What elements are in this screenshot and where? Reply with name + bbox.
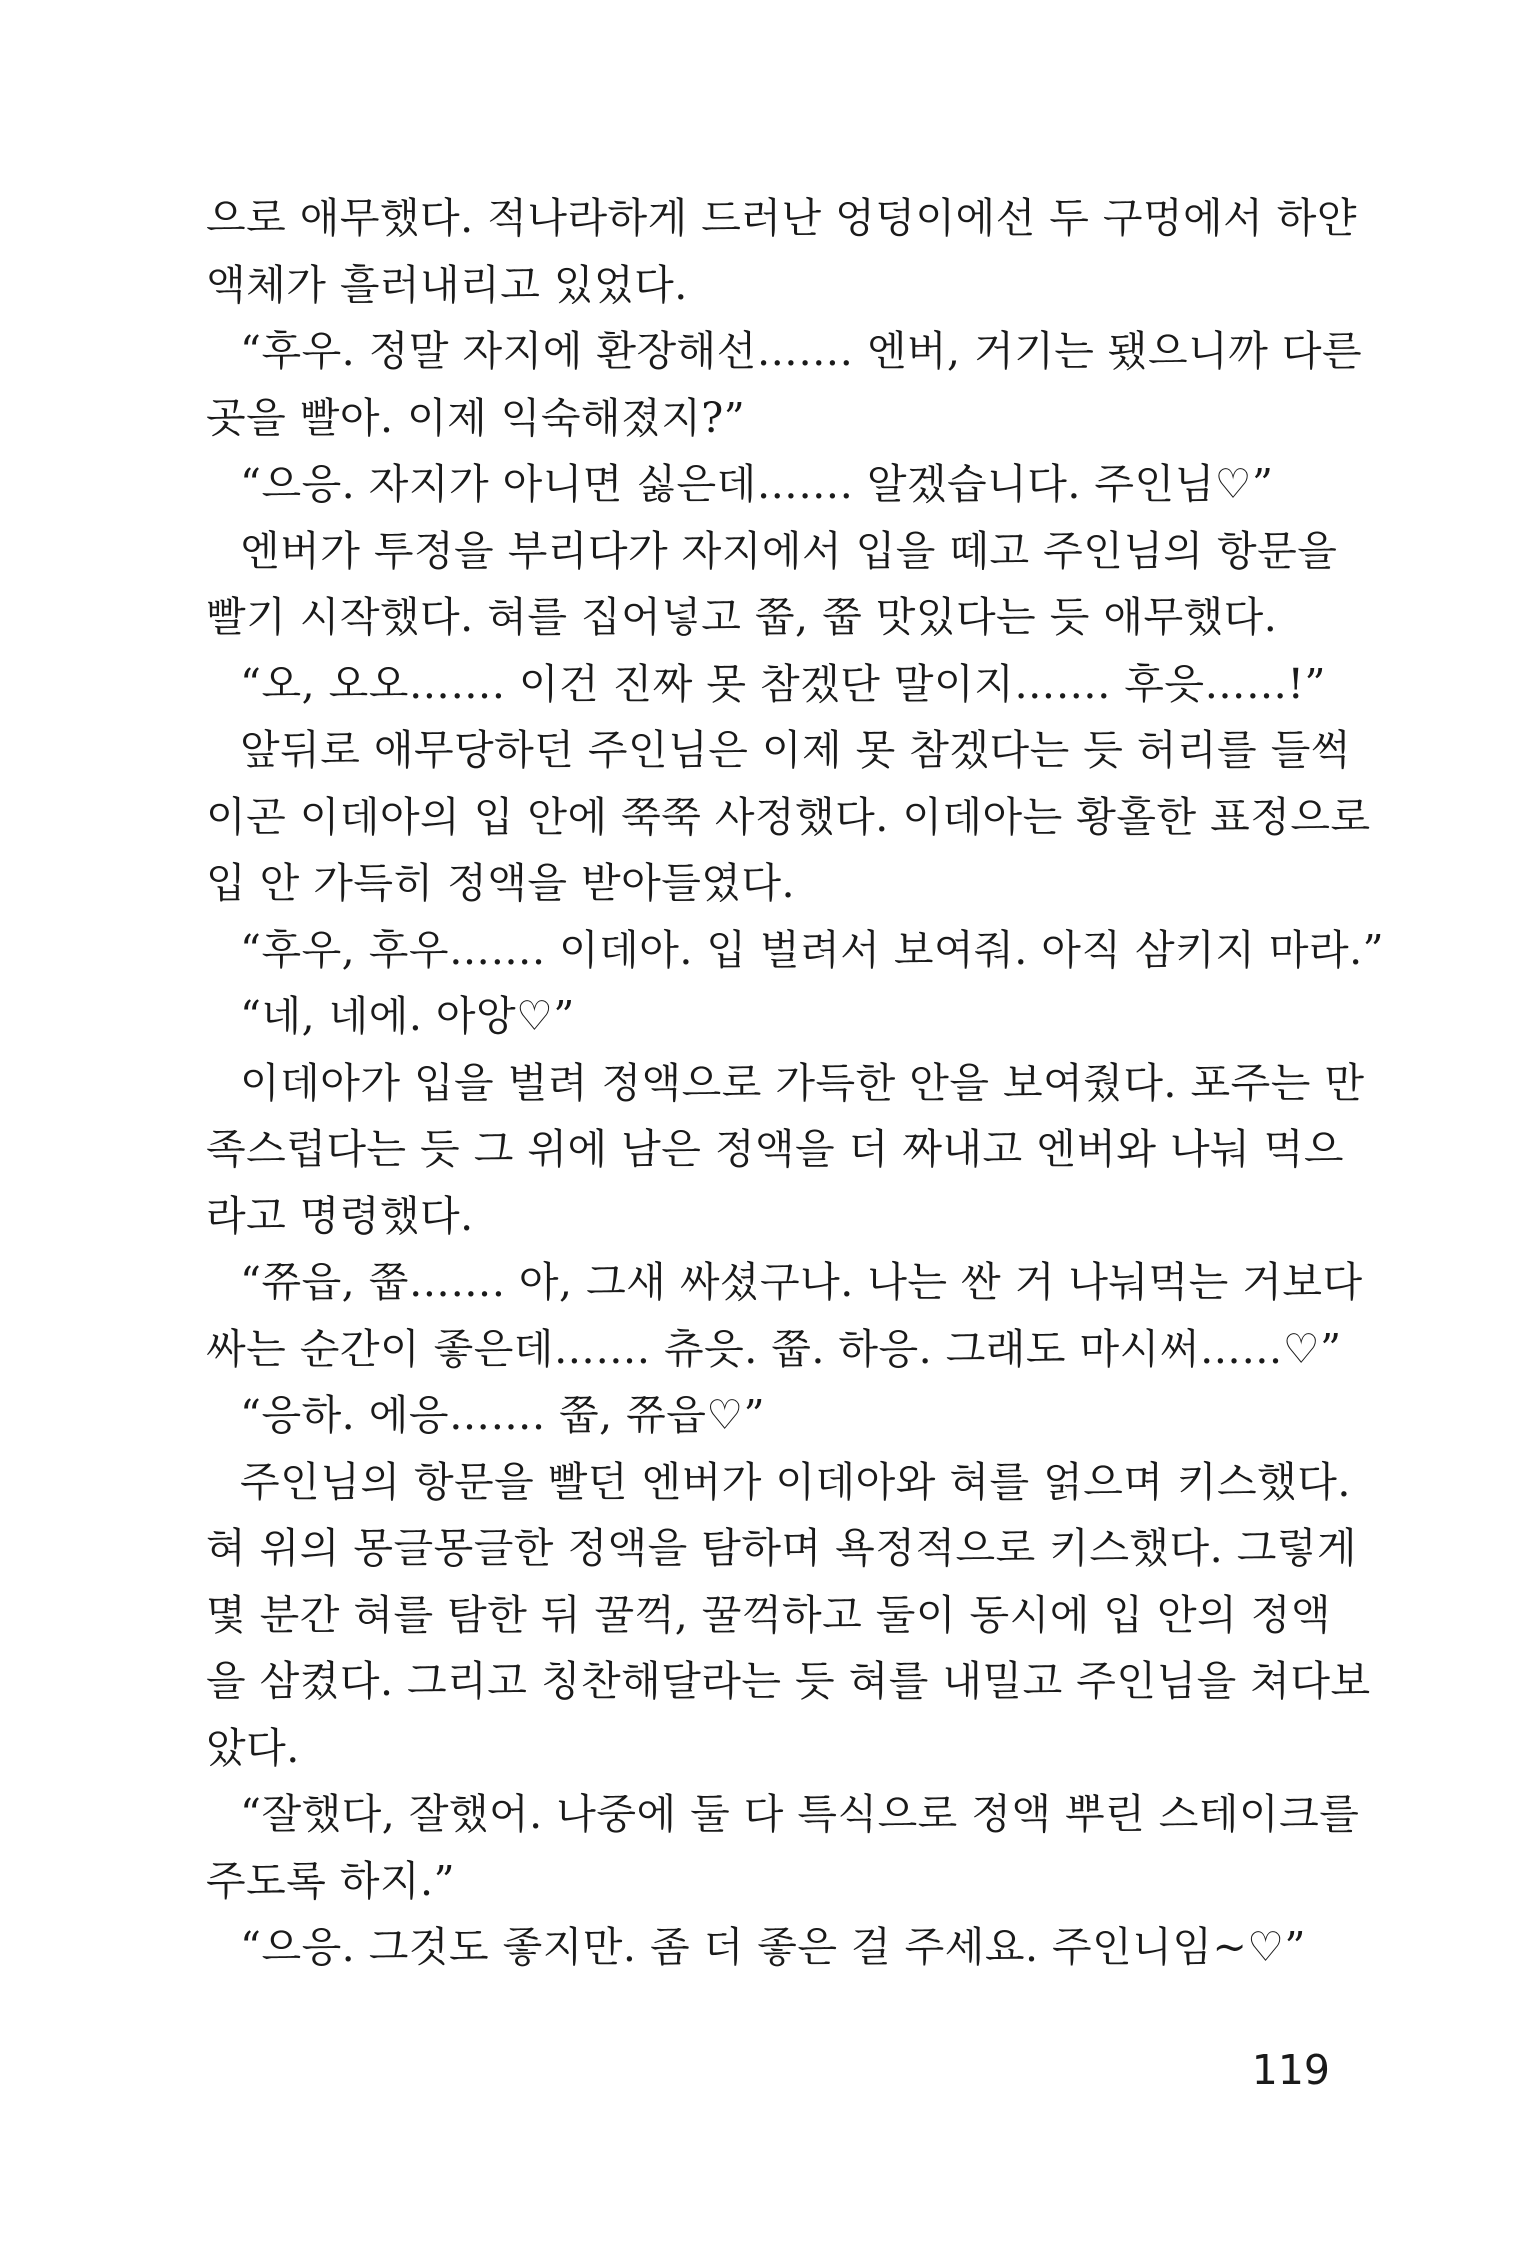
- text-line: “잘했다, 잘했어. 나중에 둘 다 특식으로 정액 뿌린 스테이크를: [240, 1790, 1360, 1838]
- text-line: 입 안 가득히 정액을 받아들였다.: [206, 859, 796, 907]
- text-line: 앞뒤로 애무당하던 주인님은 이제 못 참겠다는 듯 허리를 들썩: [240, 726, 1351, 774]
- text-line: 주인님의 항문을 빨던 엔버가 이데아와 혀를 얽으며 키스했다.: [240, 1457, 1351, 1506]
- text-line: 이곤 이데아의 입 안에 쭉쭉 사정했다. 이데아는 황홀한 표정으로: [206, 792, 1371, 841]
- text-line: “후우. 정말 자지에 환장해선……. 엔버, 거기는 됐으니까 다른: [240, 327, 1363, 375]
- text-line: “응하. 에응……. 쭙, 쮸읍♡”: [240, 1391, 766, 1439]
- text-line: 으로 애무했다. 적나라하게 드러난 엉덩이에선 두 구멍에서 하얀: [206, 194, 1358, 242]
- text-line: 몇 분간 혀를 탐한 뒤 꿀꺽, 꿀꺽하고 둘이 동시에 입 안의 정액: [206, 1590, 1331, 1639]
- text-line: 엔버가 투정을 부리다가 자지에서 입을 떼고 주인님의 항문을: [240, 526, 1338, 575]
- text-line: “쮸읍, 쭙……. 아, 그새 싸셨구나. 나는 싼 거 나눠먹는 거보다: [240, 1258, 1363, 1306]
- text-line: 액체가 흘러내리고 있었다.: [206, 260, 688, 309]
- text-line: “으응. 그것도 좋지만. 좀 더 좋은 걸 주세요. 주인니임~♡”: [240, 1923, 1307, 1971]
- text-line: 주도록 하지.”: [206, 1856, 456, 1905]
- text-line: 곳을 빨아. 이제 익숙해졌지?”: [206, 393, 746, 442]
- text-line: 이데아가 입을 벌려 정액으로 가득한 안을 보여줬다. 포주는 만: [240, 1058, 1365, 1107]
- text-line: “으응. 자지가 아니면 싫은데……. 알겠습니다. 주인님♡”: [240, 460, 1274, 508]
- text-line: 라고 명령했다.: [206, 1191, 474, 1240]
- text-line: 았다.: [206, 1723, 300, 1772]
- text-line: “오, 오오……. 이건 진짜 못 참겠단 말이지……. 후읏……!”: [240, 659, 1326, 708]
- text-line: 을 삼켰다. 그리고 칭찬해달라는 듯 혀를 내밀고 주인님을 쳐다보: [206, 1657, 1371, 1705]
- text-line: “후우, 후우……. 이데아. 입 벌려서 보여줘. 아직 삼키지 마라.”: [240, 925, 1385, 974]
- text-line: 혀 위의 몽글몽글한 정액을 탐하며 욕정적으로 키스했다. 그렇게: [206, 1524, 1358, 1572]
- text-line: 싸는 순간이 좋은데……. 츄읏. 쭙. 하응. 그래도 마시써……♡”: [206, 1324, 1342, 1373]
- page-number: 119: [1251, 2046, 1330, 2094]
- text-line: 족스럽다는 듯 그 위에 남은 정액을 더 짜내고 엔버와 나눠 먹으: [206, 1125, 1344, 1173]
- text-line: 빨기 시작했다. 혀를 집어넣고 쭙, 쭙 맛있다는 듯 애무했다.: [206, 593, 1278, 641]
- text-line: “네, 네에. 아앙♡”: [240, 992, 575, 1040]
- body-text: [206, 185, 1385, 1981]
